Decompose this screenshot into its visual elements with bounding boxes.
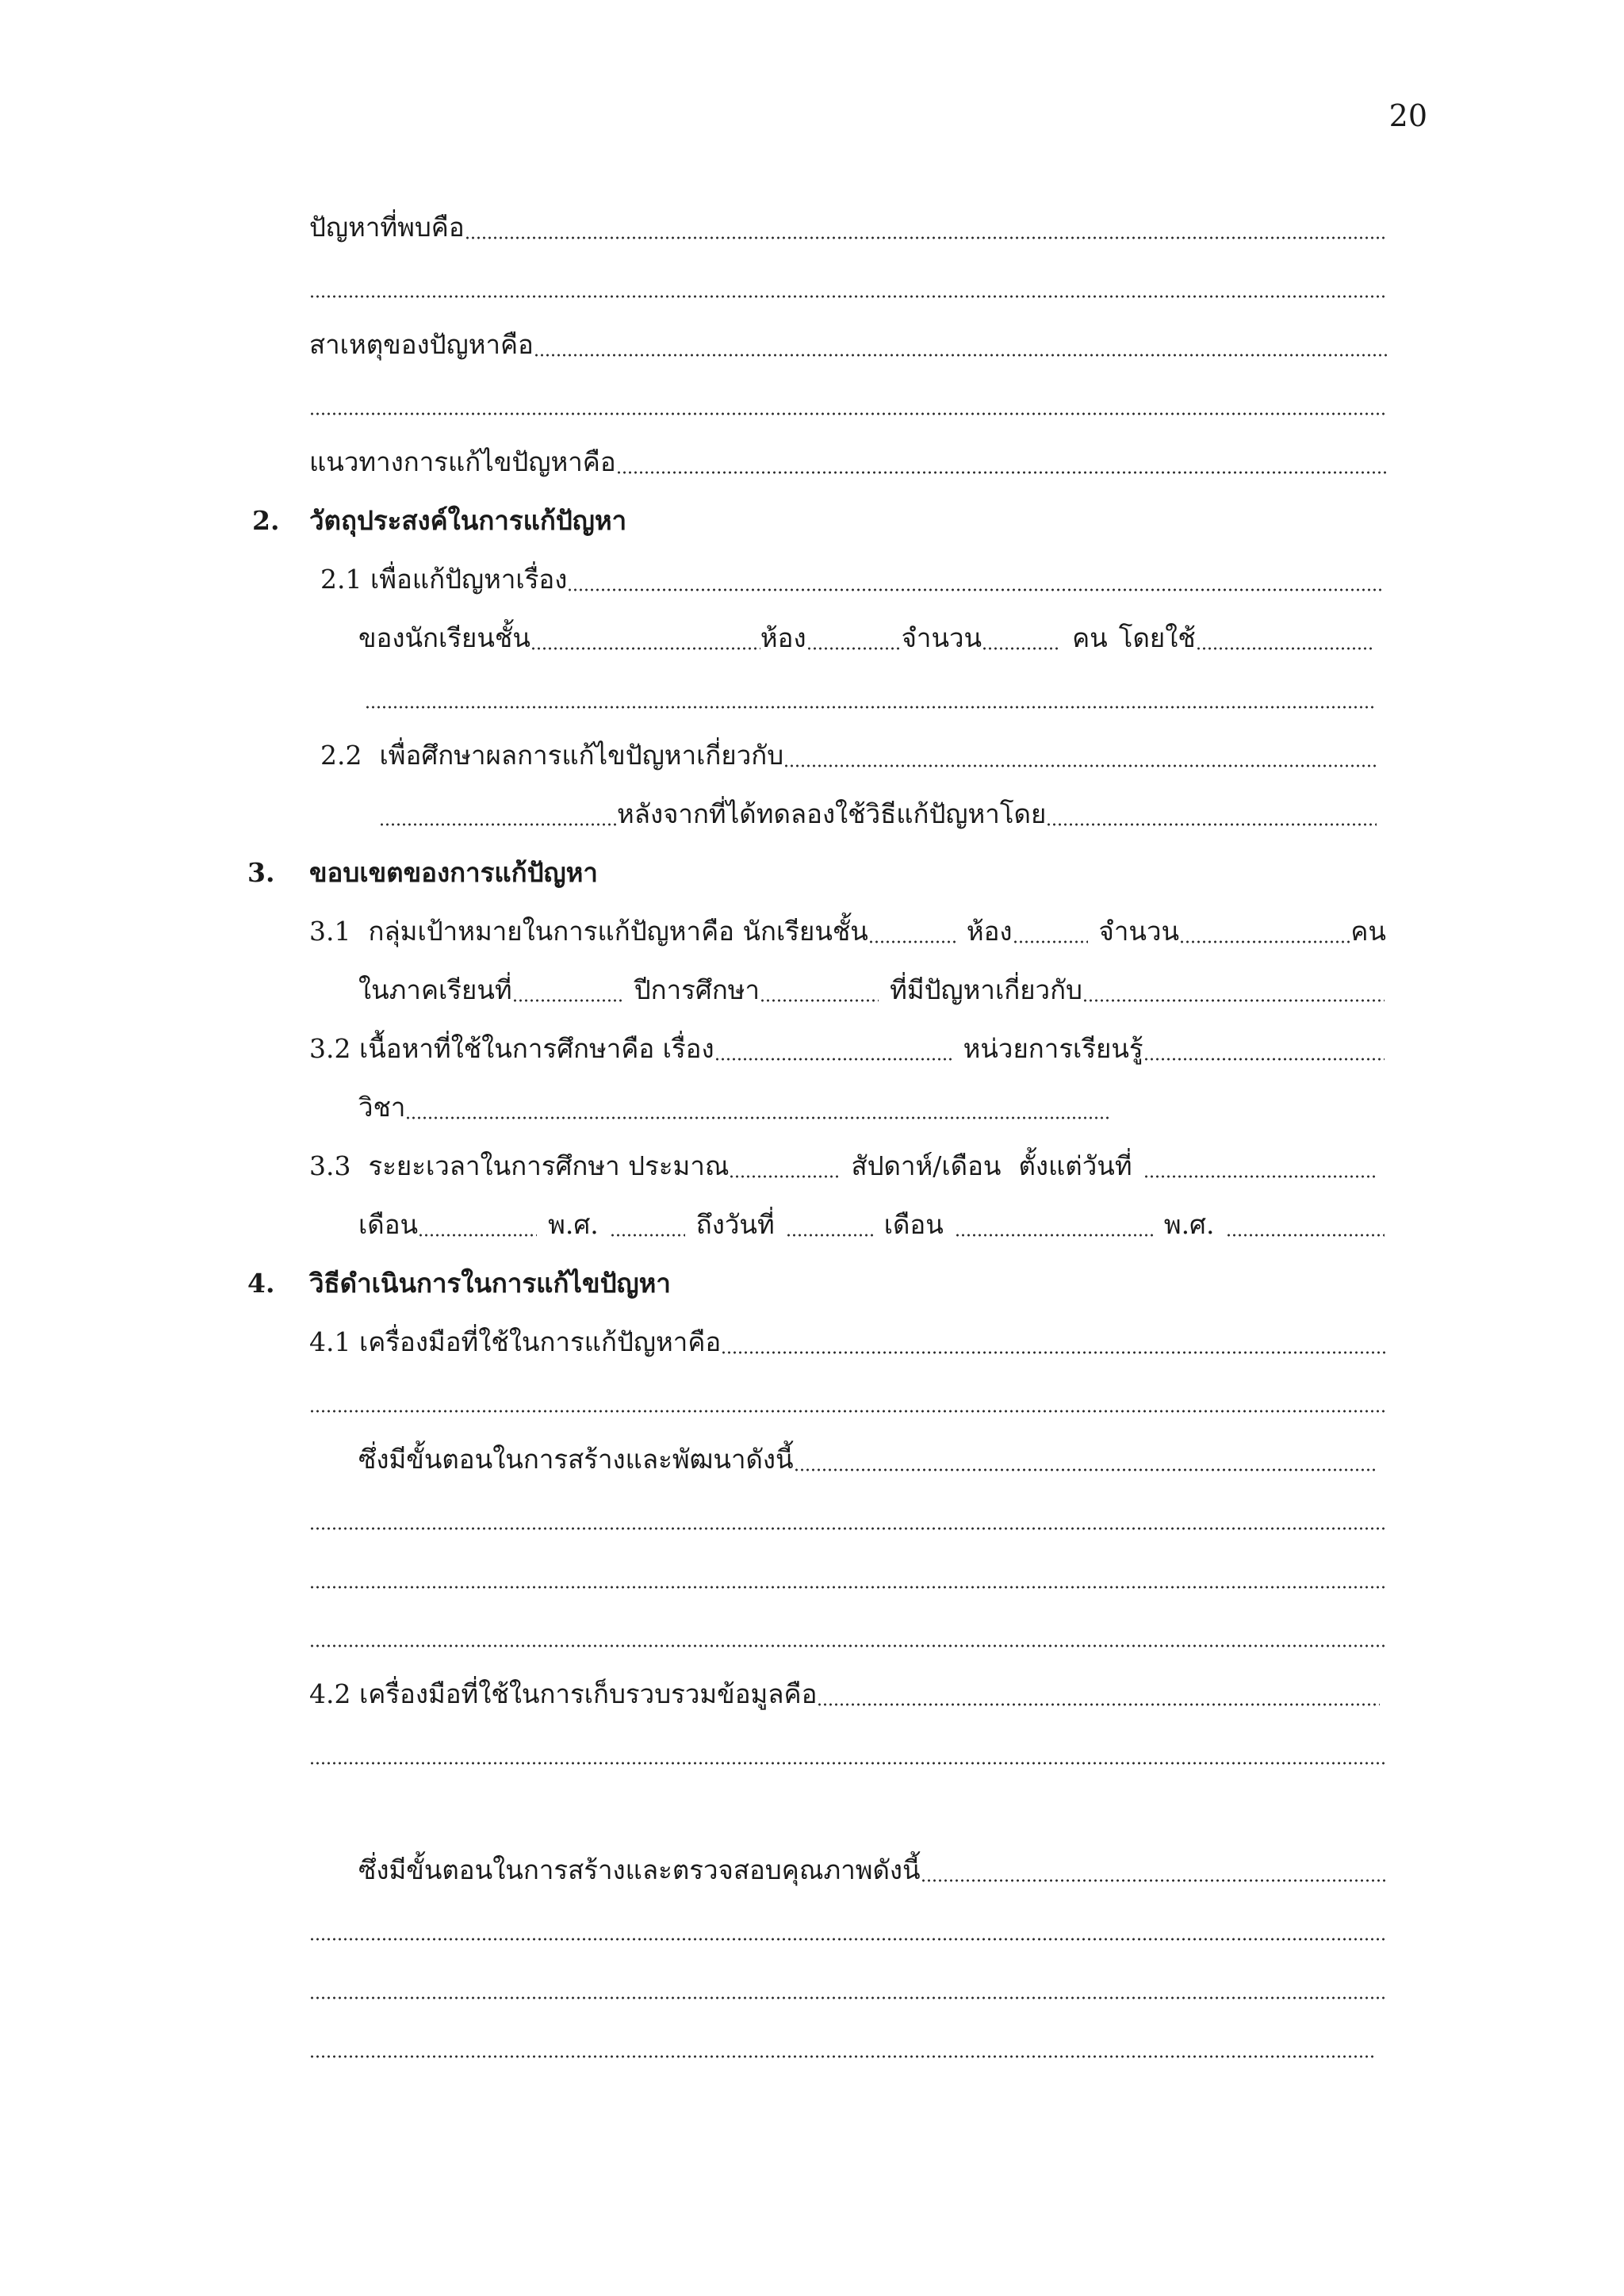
scope-3-3-line xyxy=(309,1148,1377,1184)
count-label: จำนวน xyxy=(901,622,982,653)
after-trial-label: หลังจากที่ได้ทดลองใช้วิธีแก้ปัญหาโดย xyxy=(617,798,1047,829)
method-4-2-line xyxy=(309,1676,1380,1712)
problem-about-label: ที่มีปัญหาเกี่ยวกับ xyxy=(890,974,1083,1005)
tool-4-1-blank-2[interactable] xyxy=(309,1410,1386,1413)
quality-steps-blank-2[interactable] xyxy=(309,1996,1386,1999)
section-2-heading xyxy=(252,503,1386,539)
problem-blank-2[interactable] xyxy=(309,295,1388,298)
from-month-blank[interactable] xyxy=(418,1234,537,1237)
to-date-label: ถึงวันที่ xyxy=(695,1209,775,1240)
from-year-label: พ.ศ. xyxy=(548,1209,599,1240)
to-month-blank[interactable] xyxy=(955,1234,1153,1237)
to-month-label: เดือน xyxy=(883,1209,944,1240)
duration-blank[interactable] xyxy=(729,1175,840,1178)
scope-3-2-line xyxy=(309,1031,1385,1067)
cause-line xyxy=(309,327,1388,363)
objective-2-2-blank[interactable] xyxy=(783,764,1377,767)
subject-label: วิชา xyxy=(358,1092,406,1123)
duration-label: ระยะเวลาในการศึกษา ประมาณ xyxy=(368,1150,730,1181)
method-4-1-steps-line xyxy=(358,1441,1378,1478)
learning-unit-label: หน่วยการเรียนรู้ xyxy=(963,1033,1143,1064)
scope-3-1-detail-line xyxy=(358,972,1385,1008)
objective-2-2-number: 2.2 xyxy=(320,740,362,771)
semester-blank[interactable] xyxy=(512,999,623,1002)
method-4-1-steps-blank-1 xyxy=(309,1500,1386,1536)
objective-2-2-line xyxy=(320,737,1377,774)
academic-year-label: ปีการศึกษา xyxy=(634,974,760,1005)
from-month-label: เดือน xyxy=(358,1209,419,1240)
solution-line xyxy=(309,444,1388,480)
section-4-title: วิธีดำเนินการในการแก้ไขปัญหา xyxy=(309,1268,671,1299)
room-label: ห้อง xyxy=(760,622,806,653)
method-4-2-blank-line xyxy=(309,1735,1386,1771)
solution-label: แนวทางการแก้ไขปัญหาคือ xyxy=(309,446,616,477)
target-room-blank[interactable] xyxy=(1013,940,1088,943)
to-year-label: พ.ศ. xyxy=(1163,1209,1215,1240)
method-4-1-steps-blank-2 xyxy=(309,1559,1386,1595)
tool-4-2-label: 4.2 เครื่องมือที่ใช้ในการเก็บรวบรวมข้อมูลคือ xyxy=(309,1678,818,1709)
week-month-label: สัปดาห์/เดือน xyxy=(851,1150,1002,1181)
target-count-blank[interactable] xyxy=(1179,940,1350,943)
target-person-label: คน xyxy=(1350,916,1386,947)
room-blank[interactable] xyxy=(806,647,902,650)
to-date-blank[interactable] xyxy=(786,1234,873,1237)
from-year-blank[interactable] xyxy=(610,1234,685,1237)
problem-about-blank[interactable] xyxy=(1082,999,1385,1002)
objective-2-1-line xyxy=(320,561,1381,598)
solution-blank[interactable] xyxy=(616,471,1388,474)
quality-steps-label: ซึ่งมีขั้นตอนในการสร้างและตรวจสอบคุณภาพดังนี้ xyxy=(358,1854,921,1885)
tool-4-2-blank-2[interactable] xyxy=(309,1762,1386,1765)
target-group-label: กลุ่มเป้าหมายในการแก้ปัญหาคือ นักเรียนชั้น xyxy=(368,916,868,947)
develop-steps-blank[interactable] xyxy=(794,1468,1378,1471)
section-2-number: 2. xyxy=(252,505,280,536)
objective-2-2-label: เพื่อศึกษาผลการแก้ไขปัญหาเกี่ยวกับ xyxy=(379,740,784,771)
objective-2-2-detail-line xyxy=(379,796,1377,832)
method-4-2-steps-line xyxy=(358,1852,1386,1888)
learning-unit-blank[interactable] xyxy=(1143,1058,1385,1061)
objective-2-1-blank[interactable] xyxy=(567,588,1381,591)
scope-3-1-number: 3.1 xyxy=(309,916,351,947)
section-4-number: 4. xyxy=(247,1268,275,1299)
section-3-heading xyxy=(247,855,1386,891)
objective-2-1-detail-line xyxy=(358,620,1375,656)
develop-steps-blank-1[interactable] xyxy=(309,1527,1386,1530)
method-4-2-steps-blank-3 xyxy=(309,2028,1377,2064)
develop-steps-blank-2[interactable] xyxy=(309,1586,1386,1589)
subject-blank[interactable] xyxy=(405,1116,1112,1119)
semester-label: ในภาคเรียนที่ xyxy=(358,974,512,1005)
target-room-label: ห้อง xyxy=(966,916,1013,947)
method-4-1-steps-blank-3 xyxy=(309,1617,1386,1654)
objective-2-1-label: 2.1 เพื่อแก้ปัญหาเรื่อง xyxy=(320,564,568,595)
section-3-title: ขอบเขตของการแก้ปัญหา xyxy=(309,857,598,888)
target-count-label: จำนวน xyxy=(1098,916,1180,947)
count-blank[interactable] xyxy=(982,647,1061,650)
develop-steps-label: ซึ่งมีขั้นตอนในการสร้างและพัฒนาดังนี้ xyxy=(358,1444,794,1475)
method-blank[interactable] xyxy=(1046,823,1377,826)
quality-steps-blank[interactable] xyxy=(921,1879,1386,1882)
scope-3-3-number: 3.3 xyxy=(309,1150,351,1181)
method-4-1-line xyxy=(309,1324,1386,1360)
problem-blank[interactable] xyxy=(465,236,1388,239)
objective-2-1-blank-line xyxy=(365,679,1375,715)
target-grade-blank[interactable] xyxy=(868,940,956,943)
scope-3-3-date-line xyxy=(358,1207,1385,1243)
content-label: 3.2 เนื้อหาที่ใช้ในการศึกษาคือ เรื่อง xyxy=(309,1033,714,1064)
method-4-2-steps-blank-1 xyxy=(309,1911,1386,1947)
scope-3-2-subject-line xyxy=(358,1089,1112,1126)
tool-4-1-label: 4.1 เครื่องมือที่ใช้ในการแก้ปัญหาคือ xyxy=(309,1326,722,1357)
objective-2-1-extra-blank[interactable] xyxy=(365,706,1375,709)
problem-label: ปัญหาที่พบคือ xyxy=(309,212,465,243)
method-4-2-steps-blank-2 xyxy=(309,1969,1386,2006)
tool-4-2-blank[interactable] xyxy=(817,1703,1380,1706)
grade-blank[interactable] xyxy=(530,647,760,650)
cause-label: สาเหตุของปัญหาคือ xyxy=(309,329,534,360)
problem-line-2 xyxy=(309,268,1388,304)
scope-3-1-line xyxy=(309,913,1386,950)
using-blank[interactable] xyxy=(1196,647,1375,650)
using-label: โดยใช้ xyxy=(1118,622,1196,653)
from-date-label: ตั้งแต่วันที่ xyxy=(1018,1150,1132,1181)
academic-year-blank[interactable] xyxy=(760,999,879,1002)
quality-steps-blank-3[interactable] xyxy=(309,2055,1377,2058)
content-topic-blank[interactable] xyxy=(714,1058,952,1061)
method-4-1-blank-line xyxy=(309,1383,1386,1419)
problem-line xyxy=(309,209,1388,246)
cause-blank-2[interactable] xyxy=(309,412,1388,415)
section-2-title: วัตถุประสงค์ในการแก้ปัญหา xyxy=(309,505,627,536)
objective-2-2-pre-blank[interactable] xyxy=(379,823,617,826)
cause-blank[interactable] xyxy=(534,354,1388,357)
page-number: 20 xyxy=(1388,98,1427,133)
quality-steps-blank-1[interactable] xyxy=(309,1938,1386,1941)
person-label: คน xyxy=(1072,622,1108,653)
section-4-heading xyxy=(247,1265,1386,1302)
cause-line-2 xyxy=(309,385,1388,422)
section-3-number: 3. xyxy=(247,857,275,888)
to-year-blank[interactable] xyxy=(1226,1234,1385,1237)
develop-steps-blank-3[interactable] xyxy=(309,1644,1386,1647)
students-label: ของนักเรียนชั้น xyxy=(358,622,530,653)
tool-4-1-blank[interactable] xyxy=(721,1351,1386,1354)
from-date-blank[interactable] xyxy=(1143,1175,1377,1178)
